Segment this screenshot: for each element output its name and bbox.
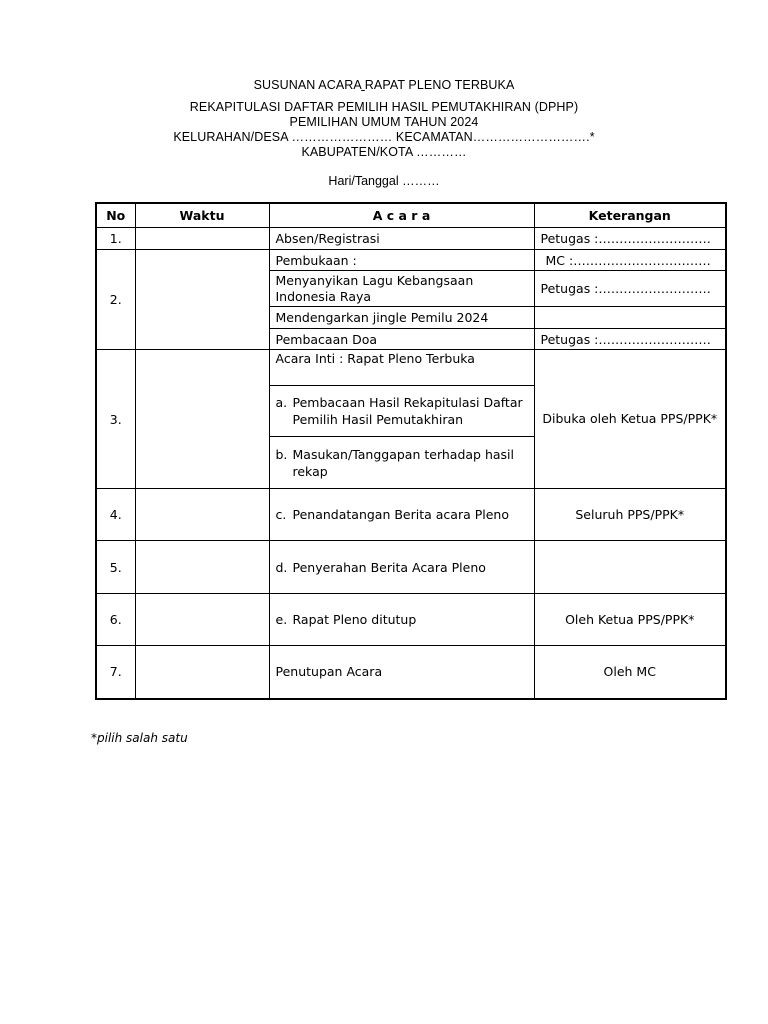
header-no: No xyxy=(96,203,135,228)
row-acara xyxy=(269,386,534,437)
row-acara: Pembacaan Doa xyxy=(269,329,534,350)
row-no: 4. xyxy=(96,489,135,541)
sub-item-label: d. xyxy=(275,559,288,575)
agenda-table xyxy=(95,202,727,700)
row-no: 3. xyxy=(96,350,135,489)
table-row xyxy=(96,350,726,386)
sub-item xyxy=(276,507,528,522)
row-keterangan: Oleh MC xyxy=(534,646,726,699)
table-row xyxy=(96,228,726,250)
row-keterangan: Petugas :……………………… xyxy=(534,271,726,307)
row-acara xyxy=(269,489,534,541)
row-keterangan: MC :…………………………… xyxy=(534,250,726,271)
sub-item-text: Rapat Pleno ditutup xyxy=(292,612,417,627)
row-keterangan: Oleh Ketua PPS/PPK* xyxy=(534,594,726,646)
date-line: Hari/Tanggal ……… xyxy=(328,174,440,188)
row-acara: Acara Inti : Rapat Pleno Terbuka xyxy=(269,350,534,386)
row-no: 5. xyxy=(96,541,135,594)
row-acara xyxy=(269,437,534,489)
sub-item-label: c. xyxy=(275,507,287,522)
row-waktu xyxy=(135,489,269,541)
table-row xyxy=(96,541,726,594)
row-acara xyxy=(269,594,534,646)
sub-item xyxy=(276,560,528,575)
agenda-table-wrapper xyxy=(95,202,725,700)
sub-item xyxy=(276,446,528,480)
row-keterangan xyxy=(534,307,726,329)
row-acara: Penutupan Acara xyxy=(269,646,534,699)
row-waktu xyxy=(135,350,269,489)
sub-item-label: e. xyxy=(275,612,288,627)
row-acara: Menyanyikan Lagu Kebangsaan Indonesia Raya xyxy=(269,271,534,307)
header-subtitle: REKAPITULASI DAFTAR PEMILIH HASIL PEMUTAKHIRAN (DPHP) xyxy=(189,100,579,114)
header-title-part2: RAPAT PLENO TERBUKA xyxy=(364,78,515,92)
row-waktu xyxy=(135,594,269,646)
header-election: PEMILIHAN UMUM TAHUN 2024 xyxy=(289,115,479,129)
header-title-part1: SUSUNAN ACARA xyxy=(253,78,362,92)
sub-item-text: Penyerahan Berita Acara Pleno xyxy=(292,559,486,575)
header-district: KABUPATEN/KOTA ………… xyxy=(301,145,467,159)
row-acara: Mendengarkan jingle Pemilu 2024 xyxy=(269,307,534,329)
document-header xyxy=(0,78,768,160)
footnote: *pilih salah satu xyxy=(91,731,188,745)
row-no: 1. xyxy=(96,228,135,250)
row-waktu xyxy=(135,250,269,350)
row-keterangan: Seluruh PPS/PPK* xyxy=(534,489,726,541)
row-acara xyxy=(269,541,534,594)
table-row xyxy=(96,250,726,271)
row-acara: Absen/Registrasi xyxy=(269,228,534,250)
row-keterangan xyxy=(534,541,726,594)
row-no: 2. xyxy=(96,250,135,350)
header-keterangan: Keterangan xyxy=(534,203,726,228)
row-acara: Pembukaan : xyxy=(269,250,534,271)
table-row xyxy=(96,646,726,699)
sub-item-label: a. xyxy=(275,395,288,410)
header-title xyxy=(0,78,768,93)
row-no: 6. xyxy=(96,594,135,646)
row-keterangan: Dibuka oleh Ketua PPS/PPK* xyxy=(534,350,726,489)
row-waktu xyxy=(135,228,269,250)
row-keterangan: Petugas :……………………… xyxy=(534,228,726,250)
table-row xyxy=(96,489,726,541)
sub-item-text: Pembacaan Hasil Rekapitulasi Daftar Pemilih Hasil Pemutakhiran xyxy=(292,395,523,427)
table-header-row xyxy=(96,203,726,228)
row-waktu xyxy=(135,541,269,594)
table-row xyxy=(96,594,726,646)
row-waktu xyxy=(135,646,269,699)
sub-item xyxy=(276,394,528,428)
header-waktu: Waktu xyxy=(135,203,269,228)
row-no: 7. xyxy=(96,646,135,699)
header-location: KELURAHAN/DESA …………………… KECAMATAN……………………….* xyxy=(173,130,595,144)
header-acara: A c a r a xyxy=(269,203,534,228)
sub-item xyxy=(276,612,528,627)
row-keterangan: Petugas :……………………… xyxy=(534,329,726,350)
sub-item-text: Masukan/Tanggapan terhadap hasil rekap xyxy=(292,446,514,479)
sub-item-label: b. xyxy=(275,446,288,462)
sub-item-text: Penandatangan Berita acara Pleno xyxy=(292,507,510,522)
